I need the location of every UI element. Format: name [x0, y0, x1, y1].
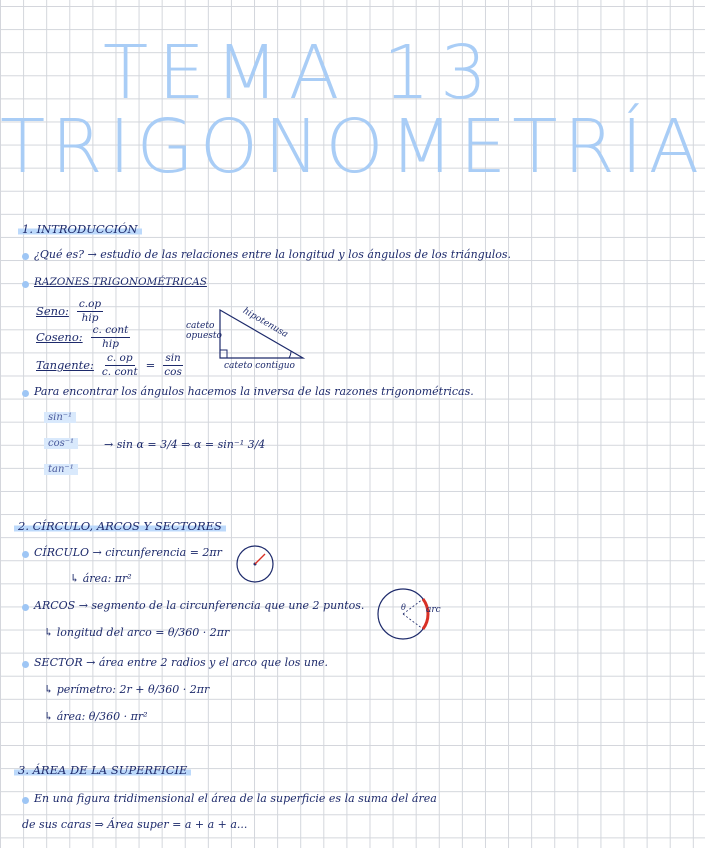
tangente-fraction	[102, 352, 138, 378]
circle-radius-diagram	[234, 543, 276, 585]
bullet-icon	[22, 253, 29, 260]
seno-row	[36, 298, 103, 324]
section-1-heading: 1. INTRODUCCIÓN	[18, 222, 142, 236]
bullet-icon	[22, 797, 29, 804]
cateto-opuesto-label: cateto opuesto	[186, 321, 222, 341]
tangente-label: Tangente:	[36, 358, 94, 373]
inverse-tan	[44, 464, 78, 475]
bullet-icon	[22, 604, 29, 611]
seno-numerator: c.op	[78, 298, 102, 310]
tangente-numerator: c. op	[106, 352, 133, 364]
tangente-row	[36, 352, 183, 378]
cateto-contiguo-label: cateto contiguo	[224, 361, 295, 371]
tangente-denominator: c. cont	[101, 365, 138, 378]
inverse-sin-label: sin⁻¹	[44, 412, 76, 423]
equals-sign: =	[145, 358, 156, 373]
seno-label: Seno:	[36, 304, 69, 319]
inverse-sin	[44, 412, 76, 423]
title-line-2: TRIGONOMETRÍA	[0, 104, 705, 190]
section-3-heading: 3. ÁREA DE LA SUPERFICIE	[14, 763, 191, 777]
bullet-icon	[22, 551, 29, 558]
longitud-arco-text: ↳ longitud del arco = θ/360 · 2πr	[44, 626, 230, 639]
sector-text: SECTOR → área entre 2 radios y el arco que los une.	[34, 656, 329, 669]
superficie-line-2: de sus caras ⇒ Área super = a + a + a...	[22, 818, 248, 831]
que-es-text: ¿Qué es? → estudio de las relaciones entre la longitud y los ángulos de los triángulos.	[34, 248, 512, 261]
inverse-tan-label: tan⁻¹	[44, 464, 78, 475]
coseno-denominator: hip	[102, 337, 119, 350]
arc-diagram	[374, 585, 432, 643]
ejemplo-formula: → sin α = 3/4 ⇒ α = sin⁻¹ 3/4	[104, 438, 266, 451]
title-line-1: TEMA 13	[102, 30, 498, 116]
coseno-label: Coseno:	[36, 330, 83, 345]
superficie-line-1: En una figura tridimensional el área de la superficie es la suma del área	[34, 792, 437, 805]
area-circulo-text: ↳ área: πr²	[70, 572, 132, 585]
inverse-cos	[44, 438, 78, 449]
bullet-icon	[22, 661, 29, 668]
hipotenusa-label: hipotenusa	[240, 306, 290, 340]
para-encontrar-text: Para encontrar los ángulos hacemos la inversa de las razones trigonométricas.	[34, 385, 474, 398]
razones-heading: RAZONES TRIGONOMÉTRICAS	[34, 276, 207, 288]
cos-denominator: cos	[164, 365, 182, 378]
arc-label: arc	[426, 605, 441, 615]
coseno-row	[36, 324, 130, 350]
theta-label: θ	[401, 603, 406, 612]
sin-cos-fraction	[163, 352, 183, 378]
coseno-numerator: c. cont	[92, 324, 129, 336]
sin-numerator: sin	[165, 352, 181, 364]
area-sector-text: ↳ área: θ/360 · πr²	[44, 710, 148, 723]
bullet-icon	[22, 281, 29, 288]
seno-fraction	[77, 298, 103, 324]
arcos-text: ARCOS → segmento de la circunferencia que une 2 puntos.	[34, 599, 365, 612]
section-2-heading: 2. CÍRCULO, ARCOS Y SECTORES	[14, 519, 226, 533]
perimetro-text: ↳ perímetro: 2r + θ/360 · 2πr	[44, 683, 210, 696]
seno-denominator: hip	[81, 311, 99, 324]
coseno-fraction	[91, 324, 131, 350]
bullet-icon	[22, 390, 29, 397]
inverse-cos-label: cos⁻¹	[44, 438, 78, 449]
circulo-text: CÍRCULO → circunferencia = 2πr	[34, 546, 222, 559]
